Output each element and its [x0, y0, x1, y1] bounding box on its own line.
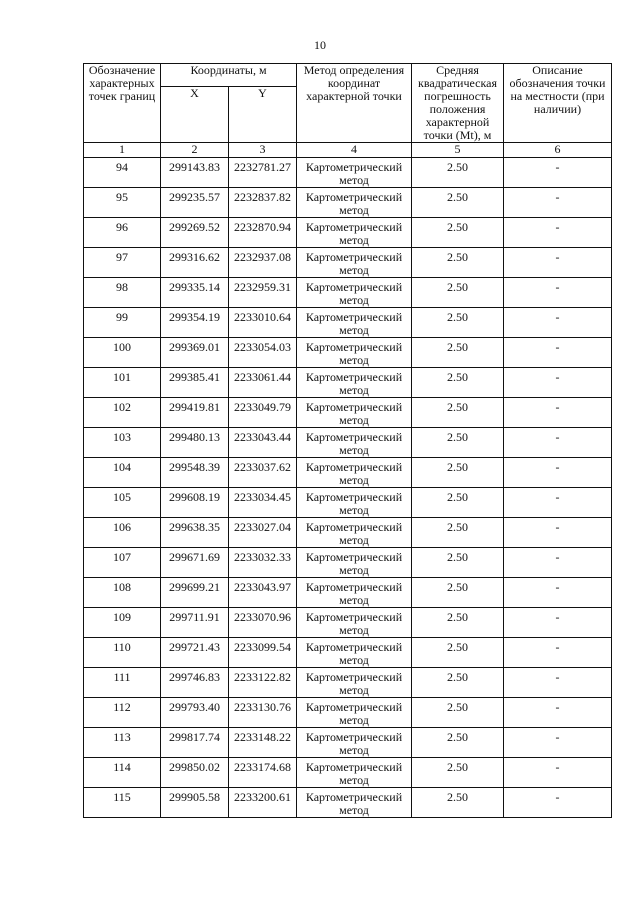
- cell-method: Картометрический метод: [297, 758, 412, 788]
- cell-point: 98: [84, 278, 161, 308]
- column-number-row: [84, 143, 612, 158]
- cell-point: 115: [84, 788, 161, 818]
- column-number: 5: [412, 143, 504, 158]
- cell-method: Картометрический метод: [297, 248, 412, 278]
- cell-point: 97: [84, 248, 161, 278]
- cell-y: 2233027.04: [229, 518, 297, 548]
- header-point-designation: Обозначение характерных точек границ: [84, 64, 161, 143]
- cell-description: -: [504, 218, 612, 248]
- cell-x: 299608.19: [161, 488, 229, 518]
- cell-error: 2.50: [412, 308, 504, 338]
- cell-error: 2.50: [412, 638, 504, 668]
- table-body: [84, 158, 612, 818]
- cell-description: -: [504, 278, 612, 308]
- table-row: [84, 548, 612, 578]
- cell-method: Картометрический метод: [297, 788, 412, 818]
- cell-x: 299850.02: [161, 758, 229, 788]
- cell-method: Картометрический метод: [297, 638, 412, 668]
- cell-x: 299419.81: [161, 398, 229, 428]
- cell-x: 299699.21: [161, 578, 229, 608]
- cell-error: 2.50: [412, 668, 504, 698]
- cell-method: Картометрический метод: [297, 158, 412, 188]
- cell-point: 112: [84, 698, 161, 728]
- cell-method: Картометрический метод: [297, 338, 412, 368]
- header-y: Y: [229, 87, 297, 143]
- header-description: Описание обозначения точки на местности (при наличии): [504, 64, 612, 143]
- table-row: [84, 788, 612, 818]
- table-row: [84, 458, 612, 488]
- cell-y: 2233130.76: [229, 698, 297, 728]
- cell-point: 100: [84, 338, 161, 368]
- cell-error: 2.50: [412, 578, 504, 608]
- cell-description: -: [504, 698, 612, 728]
- table-row: [84, 608, 612, 638]
- cell-y: 2233148.22: [229, 728, 297, 758]
- cell-description: -: [504, 728, 612, 758]
- cell-error: 2.50: [412, 608, 504, 638]
- cell-error: 2.50: [412, 278, 504, 308]
- cell-y: 2233054.03: [229, 338, 297, 368]
- cell-description: -: [504, 158, 612, 188]
- cell-method: Картометрический метод: [297, 458, 412, 488]
- cell-y: 2232781.27: [229, 158, 297, 188]
- cell-y: 2233049.79: [229, 398, 297, 428]
- table-row: [84, 278, 612, 308]
- cell-method: Картометрический метод: [297, 608, 412, 638]
- cell-point: 101: [84, 368, 161, 398]
- cell-x: 299316.62: [161, 248, 229, 278]
- cell-description: -: [504, 578, 612, 608]
- cell-point: 114: [84, 758, 161, 788]
- cell-description: -: [504, 338, 612, 368]
- cell-method: Картометрический метод: [297, 428, 412, 458]
- cell-description: -: [504, 548, 612, 578]
- cell-error: 2.50: [412, 218, 504, 248]
- cell-x: 299905.58: [161, 788, 229, 818]
- cell-x: 299335.14: [161, 278, 229, 308]
- cell-point: 109: [84, 608, 161, 638]
- page-number: 10: [314, 38, 326, 52]
- cell-error: 2.50: [412, 398, 504, 428]
- cell-error: 2.50: [412, 698, 504, 728]
- table-row: [84, 488, 612, 518]
- cell-point: 110: [84, 638, 161, 668]
- cell-description: -: [504, 518, 612, 548]
- cell-x: 299721.43: [161, 638, 229, 668]
- cell-description: -: [504, 608, 612, 638]
- cell-x: 299793.40: [161, 698, 229, 728]
- cell-method: Картометрический метод: [297, 218, 412, 248]
- cell-x: 299671.69: [161, 548, 229, 578]
- column-number: 4: [297, 143, 412, 158]
- cell-method: Картометрический метод: [297, 398, 412, 428]
- cell-x: 299638.35: [161, 518, 229, 548]
- cell-point: 111: [84, 668, 161, 698]
- cell-method: Картометрический метод: [297, 728, 412, 758]
- cell-y: 2233043.44: [229, 428, 297, 458]
- cell-method: Картометрический метод: [297, 578, 412, 608]
- table-row: [84, 578, 612, 608]
- cell-point: 99: [84, 308, 161, 338]
- cell-error: 2.50: [412, 788, 504, 818]
- cell-description: -: [504, 188, 612, 218]
- cell-error: 2.50: [412, 428, 504, 458]
- cell-y: 2232937.08: [229, 248, 297, 278]
- cell-method: Картометрический метод: [297, 368, 412, 398]
- cell-y: 2233070.96: [229, 608, 297, 638]
- cell-method: Картометрический метод: [297, 518, 412, 548]
- column-number: 3: [229, 143, 297, 158]
- table-row: [84, 248, 612, 278]
- cell-x: 299817.74: [161, 728, 229, 758]
- table-row: [84, 728, 612, 758]
- cell-error: 2.50: [412, 458, 504, 488]
- table-row: [84, 518, 612, 548]
- table-row: [84, 368, 612, 398]
- cell-x: 299746.83: [161, 668, 229, 698]
- cell-description: -: [504, 428, 612, 458]
- cell-error: 2.50: [412, 728, 504, 758]
- coordinates-table: [83, 63, 612, 818]
- cell-error: 2.50: [412, 758, 504, 788]
- table-row: [84, 188, 612, 218]
- cell-error: 2.50: [412, 248, 504, 278]
- cell-point: 108: [84, 578, 161, 608]
- cell-point: 104: [84, 458, 161, 488]
- cell-description: -: [504, 458, 612, 488]
- cell-method: Картометрический метод: [297, 188, 412, 218]
- cell-x: 299354.19: [161, 308, 229, 338]
- header-error: Средняя квадратическая погрешность положения характерной точки (Mt), м: [412, 64, 504, 143]
- cell-point: 95: [84, 188, 161, 218]
- cell-method: Картометрический метод: [297, 308, 412, 338]
- cell-point: 94: [84, 158, 161, 188]
- cell-error: 2.50: [412, 488, 504, 518]
- column-number: 6: [504, 143, 612, 158]
- cell-x: 299269.52: [161, 218, 229, 248]
- table-row: [84, 668, 612, 698]
- cell-y: 2232959.31: [229, 278, 297, 308]
- cell-description: -: [504, 788, 612, 818]
- cell-y: 2233200.61: [229, 788, 297, 818]
- cell-x: 299369.01: [161, 338, 229, 368]
- cell-y: 2232870.94: [229, 218, 297, 248]
- cell-point: 113: [84, 728, 161, 758]
- cell-description: -: [504, 368, 612, 398]
- cell-description: -: [504, 308, 612, 338]
- cell-x: 299385.41: [161, 368, 229, 398]
- cell-error: 2.50: [412, 518, 504, 548]
- cell-description: -: [504, 248, 612, 278]
- header-x: X: [161, 87, 229, 143]
- cell-description: -: [504, 488, 612, 518]
- cell-method: Картометрический метод: [297, 548, 412, 578]
- table-row: [84, 338, 612, 368]
- cell-x: 299711.91: [161, 608, 229, 638]
- cell-x: 299480.13: [161, 428, 229, 458]
- cell-error: 2.50: [412, 548, 504, 578]
- column-number: 1: [84, 143, 161, 158]
- cell-y: 2233034.45: [229, 488, 297, 518]
- cell-description: -: [504, 758, 612, 788]
- table-row: [84, 758, 612, 788]
- column-number: 2: [161, 143, 229, 158]
- table-row: [84, 218, 612, 248]
- cell-point: 102: [84, 398, 161, 428]
- cell-x: 299235.57: [161, 188, 229, 218]
- cell-point: 107: [84, 548, 161, 578]
- cell-y: 2233174.68: [229, 758, 297, 788]
- cell-y: 2233099.54: [229, 638, 297, 668]
- cell-method: Картометрический метод: [297, 668, 412, 698]
- cell-description: -: [504, 668, 612, 698]
- cell-y: 2232837.82: [229, 188, 297, 218]
- cell-error: 2.50: [412, 158, 504, 188]
- cell-error: 2.50: [412, 368, 504, 398]
- cell-point: 106: [84, 518, 161, 548]
- cell-y: 2233032.33: [229, 548, 297, 578]
- cell-x: 299143.83: [161, 158, 229, 188]
- cell-method: Картометрический метод: [297, 488, 412, 518]
- cell-point: 105: [84, 488, 161, 518]
- table-row: [84, 638, 612, 668]
- cell-method: Картометрический метод: [297, 698, 412, 728]
- cell-error: 2.50: [412, 338, 504, 368]
- cell-point: 103: [84, 428, 161, 458]
- header-coordinates: Координаты, м: [161, 64, 297, 87]
- cell-y: 2233043.97: [229, 578, 297, 608]
- cell-error: 2.50: [412, 188, 504, 218]
- cell-y: 2233061.44: [229, 368, 297, 398]
- cell-x: 299548.39: [161, 458, 229, 488]
- header-method: Метод определения координат характерной точки: [297, 64, 412, 143]
- cell-description: -: [504, 638, 612, 668]
- cell-point: 96: [84, 218, 161, 248]
- cell-description: -: [504, 398, 612, 428]
- table-row: [84, 428, 612, 458]
- table-row: [84, 308, 612, 338]
- cell-y: 2233122.82: [229, 668, 297, 698]
- table-row: [84, 158, 612, 188]
- cell-y: 2233037.62: [229, 458, 297, 488]
- cell-y: 2233010.64: [229, 308, 297, 338]
- table-row: [84, 398, 612, 428]
- cell-method: Картометрический метод: [297, 278, 412, 308]
- table-row: [84, 698, 612, 728]
